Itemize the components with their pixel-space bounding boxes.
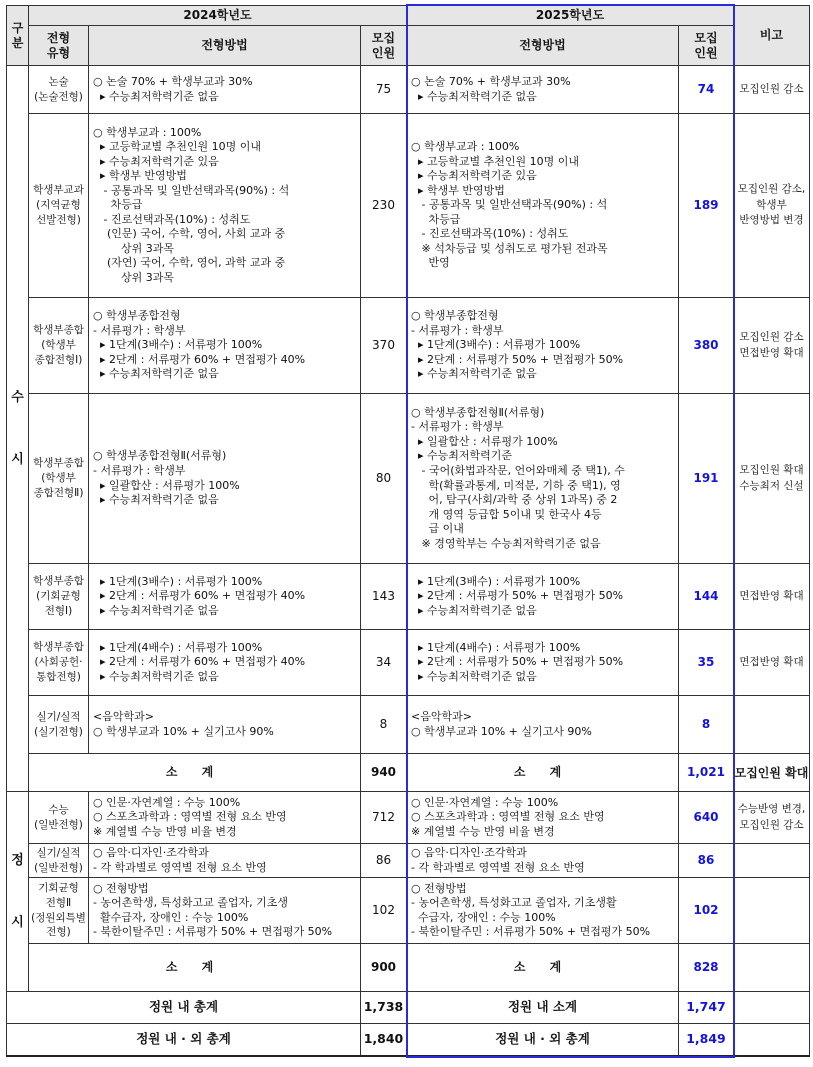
total-2025: 1,747 [679, 992, 734, 1024]
total-label-2024: 정원 내 · 외 총계 [7, 1024, 361, 1056]
quota-2024: 80 [361, 394, 407, 564]
method-line: ▸ 2단계 : 서류평가 50% + 면접평가 50% [411, 352, 624, 366]
admission-comparison-table [6, 5, 810, 1057]
row-note: 모집인원 감소, 학생부 반영방법 변경 [734, 114, 810, 298]
quota-2025: 74 [679, 66, 734, 114]
method-line: ▸ 수능최저학력기준 있음 [411, 169, 537, 183]
method-line: - 진로선택과목(10%) : 성취도 [411, 227, 569, 241]
subtotal-note: 모집인원 확대 [734, 754, 810, 792]
row-note [734, 696, 810, 754]
method-2025 [407, 114, 679, 298]
total-row [7, 1024, 810, 1056]
subtotal-2025: 1,021 [679, 754, 734, 792]
subtotal-2025: 828 [679, 944, 734, 992]
quota-2025: 102 [679, 878, 734, 944]
row-type: 실기/실적 (실기전형) [29, 696, 89, 754]
total-note [734, 992, 810, 1024]
method-line: <음악학과> [93, 709, 154, 723]
row-note: 수능반영 변경, 모집인원 감소 [734, 792, 810, 844]
method-line: <음악학과> [411, 709, 472, 723]
quota-2025: 144 [679, 564, 734, 630]
subtotal-label-2025: 소 계 [407, 754, 679, 792]
header-quota-2025: 모집 인원 [679, 26, 734, 66]
header-method-2024: 전형방법 [89, 26, 361, 66]
method-line: ▸ 학생부 반영방법 [411, 183, 505, 197]
method-2024 [89, 394, 361, 564]
method-line: ▸ 수능최저학력기준 없음 [411, 669, 537, 683]
method-line: ▸ 1단계(3배수) : 서류평가 100% [93, 574, 263, 588]
subtotal-2024: 940 [361, 754, 407, 792]
method-line: - 각 학과별로 영역별 전형 요소 반영 [411, 860, 585, 874]
method-line: ○ 논술 70% + 학생부교과 30% [411, 74, 571, 88]
method-line: ▸ 수능최저학력기준 있음 [93, 154, 219, 168]
quota-2024: 102 [361, 878, 407, 944]
subtotal-note [734, 944, 810, 992]
table-row [7, 844, 810, 878]
method-line: 활수급자, 장애인 : 수능 100% [93, 910, 249, 924]
total-label-2024: 정원 내 총계 [7, 992, 361, 1024]
table-row [7, 114, 810, 298]
quota-2024: 370 [361, 298, 407, 394]
method-line: ▸ 학생부 반영방법 [93, 169, 187, 183]
method-2024 [89, 66, 361, 114]
method-line: - 서류평가 : 학생부 [93, 463, 186, 477]
method-line: 차등급 [411, 212, 461, 226]
quota-2025: 191 [679, 394, 734, 564]
method-line: ○ 전형방법 [411, 881, 467, 895]
method-line: ▸ 수능최저학력기준 없음 [93, 603, 219, 617]
method-line: ※ 경영학부는 수능최저학력기준 없음 [411, 536, 601, 550]
method-line: - 농어촌학생, 특성화고교 졸업자, 기초생활 [411, 896, 617, 910]
quota-2025: 86 [679, 844, 734, 878]
method-line: 상위 3과목 [93, 270, 174, 284]
method-2025 [407, 630, 679, 696]
header-2024: 2024학년도 [29, 6, 407, 26]
subtotal-label-2025: 소 계 [407, 944, 679, 992]
method-line: ▸ 일괄합산 : 서류평가 100% [411, 434, 558, 448]
row-note: 면접반영 확대 [734, 630, 810, 696]
method-line: ▸ 수능최저학력기준 없음 [411, 603, 537, 617]
table-row [7, 66, 810, 114]
method-line: (인문) 국어, 수학, 영어, 사회 교과 중 [93, 227, 286, 241]
total-row [7, 992, 810, 1024]
method-line: - 공통과목 및 일반선택과목(90%) : 석 [93, 183, 290, 197]
method-line: 반영 [411, 256, 450, 270]
method-line: - 국어(화법과작문, 언어와매체 중 택1), 수 [411, 463, 625, 477]
method-line: - 서류평가 : 학생부 [411, 420, 504, 434]
method-2025 [407, 394, 679, 564]
table-row [7, 630, 810, 696]
quota-2024: 143 [361, 564, 407, 630]
table-row [7, 878, 810, 944]
method-line: - 농어촌학생, 특성화고교 졸업자, 기초생 [93, 896, 288, 910]
method-line: ▸ 2단계 : 서류평가 60% + 면접평가 40% [93, 655, 306, 669]
method-2025 [407, 66, 679, 114]
row-type: 실기/실적 (일반전형) [29, 844, 89, 878]
method-2024 [89, 844, 361, 878]
quota-2024: 230 [361, 114, 407, 298]
method-line: - 북한이탈주민 : 서류평가 50% + 면접평가 50% [93, 925, 333, 939]
method-line: ▸ 1단계(4배수) : 서류평가 100% [411, 640, 581, 654]
method-2024 [89, 792, 361, 844]
method-line: ○ 스포츠과학과 : 영역별 전형 요소 반영 [93, 810, 287, 824]
total-note [734, 1024, 810, 1056]
method-line: ▸ 2단계 : 서류평가 50% + 면접평가 50% [411, 655, 624, 669]
method-line: ○ 음악·디자인·조각학과 [93, 846, 209, 859]
quota-2025: 640 [679, 792, 734, 844]
method-line: ○ 음악·디자인·조각학과 [411, 846, 527, 859]
method-line: 상위 3과목 [93, 241, 174, 255]
method-line: ▸ 1단계(3배수) : 서류평가 100% [411, 338, 581, 352]
method-2025 [407, 696, 679, 754]
row-type: 수능 (일반전형) [29, 792, 89, 844]
method-line: - 서류평가 : 학생부 [411, 323, 504, 337]
quota-2025: 380 [679, 298, 734, 394]
table-row [7, 696, 810, 754]
quota-2024: 75 [361, 66, 407, 114]
method-line: ▸ 고등학교별 추천인원 10명 이내 [411, 154, 580, 168]
table-row [7, 792, 810, 844]
method-line: ※ 계열별 수능 반영 비율 변경 [93, 824, 237, 838]
row-type: 학생부종합 (학생부 종합전형Ⅰ) [29, 298, 89, 394]
row-note [734, 844, 810, 878]
row-type: 학생부종합 (사회공헌· 통합전형) [29, 630, 89, 696]
method-line: ▸ 일괄합산 : 서류평가 100% [93, 478, 240, 492]
method-line: ○ 인문·자연계열 : 수능 100% [93, 795, 241, 809]
method-line: 학(확률과통계, 미적분, 기하 중 택1), 영 [411, 478, 621, 492]
header-type: 전형 유형 [29, 26, 89, 66]
method-2024 [89, 114, 361, 298]
method-line: ▸ 고등학교별 추천인원 10명 이내 [93, 140, 262, 154]
method-line: ※ 계열별 수능 반영 비율 변경 [411, 824, 555, 838]
method-2025 [407, 844, 679, 878]
method-line: ○ 스포츠과학과 : 영역별 전형 요소 반영 [411, 810, 605, 824]
total-label-2025: 정원 내 소계 [407, 992, 679, 1024]
header-method-2025: 전형방법 [407, 26, 679, 66]
table-row [7, 394, 810, 564]
method-line: ▸ 1단계(3배수) : 서류평가 100% [411, 574, 581, 588]
method-line: (자연) 국어, 수학, 영어, 과학 교과 중 [93, 256, 286, 270]
quota-2025: 189 [679, 114, 734, 298]
header-bigo: 비고 [734, 6, 810, 66]
method-line: ▸ 1단계(3배수) : 서류평가 100% [93, 338, 263, 352]
method-line: ○ 학생부종합전형 [411, 309, 499, 323]
method-line: ▸ 수능최저학력기준 없음 [93, 367, 219, 381]
quota-2024: 8 [361, 696, 407, 754]
total-label-2025: 정원 내 · 외 총계 [407, 1024, 679, 1056]
method-line: ○ 학생부교과 10% + 실기고사 90% [411, 724, 592, 738]
row-type: 학생부종합 (학생부 종합전형Ⅱ) [29, 394, 89, 564]
method-line: 개 영역 등급합 5이내 및 한국사 4등 [411, 507, 602, 521]
row-type: 논술 (논술전형) [29, 66, 89, 114]
row-note: 모집인원 확대 수능최저 신설 [734, 394, 810, 564]
method-line: ▸ 2단계 : 서류평가 60% + 면접평가 40% [93, 352, 306, 366]
row-note: 면접반영 확대 [734, 564, 810, 630]
method-2024 [89, 564, 361, 630]
quota-2024: 34 [361, 630, 407, 696]
row-note: 모집인원 감소 [734, 66, 810, 114]
method-line: ○ 학생부교과 10% + 실기고사 90% [93, 724, 274, 738]
header-quota-2024: 모집 인원 [361, 26, 407, 66]
method-line: - 북한이탈주민 : 서류평가 50% + 면접평가 50% [411, 925, 651, 939]
method-line: ○ 학생부교과 : 100% [93, 125, 202, 139]
method-line: ▸ 수능최저학력기준 없음 [93, 669, 219, 683]
subtotal-2024: 900 [361, 944, 407, 992]
method-line: ▸ 수능최저학력기준 없음 [93, 493, 219, 507]
quota-2024: 712 [361, 792, 407, 844]
row-note: 모집인원 감소 면접반영 확대 [734, 298, 810, 394]
section-susi: 수 시 [7, 66, 29, 792]
method-2024 [89, 878, 361, 944]
quota-2025: 8 [679, 696, 734, 754]
method-line: ▸ 수능최저학력기준 없음 [411, 89, 537, 103]
total-2025: 1,849 [679, 1024, 734, 1056]
method-2025 [407, 564, 679, 630]
method-line: ○ 인문·자연계열 : 수능 100% [411, 795, 559, 809]
row-type: 학생부교과 (지역균형 선발전형) [29, 114, 89, 298]
method-line: ▸ 2단계 : 서류평가 60% + 면접평가 40% [93, 589, 306, 603]
row-type: 기회균형 전형Ⅱ (정원외특별 전형) [29, 878, 89, 944]
method-line: 급 이내 [411, 522, 464, 536]
subtotal-row [7, 944, 810, 992]
method-2025 [407, 878, 679, 944]
method-line: ○ 학생부교과 : 100% [411, 140, 520, 154]
method-line: 차등급 [93, 198, 143, 212]
method-line: - 공통과목 및 일반선택과목(90%) : 석 [411, 198, 608, 212]
method-line: ○ 논술 70% + 학생부교과 30% [93, 74, 253, 88]
method-2024 [89, 630, 361, 696]
method-line: 수급자, 장애인 : 수능 100% [411, 910, 556, 924]
total-2024: 1,738 [361, 992, 407, 1024]
row-type: 학생부종합 (기회균형 전형Ⅰ) [29, 564, 89, 630]
method-line: ○ 전형방법 [93, 881, 149, 895]
method-2024 [89, 298, 361, 394]
method-2025 [407, 298, 679, 394]
method-line: ○ 학생부종합전형Ⅱ(서류형) [411, 405, 545, 419]
method-line: ▸ 수능최저학력기준 없음 [93, 89, 219, 103]
table-row [7, 298, 810, 394]
quota-2025: 35 [679, 630, 734, 696]
method-line: - 서류평가 : 학생부 [93, 323, 186, 337]
header-2025: 2025학년도 [407, 6, 734, 26]
method-line: - 각 학과별로 영역별 전형 요소 반영 [93, 860, 267, 874]
method-line: ▸ 수능최저학력기준 [411, 449, 513, 463]
method-line: 어, 탐구(사회/과학 중 상위 1과목) 중 2 [411, 493, 618, 507]
method-line: ※ 석차등급 및 성취도로 평가된 전과목 [411, 241, 608, 255]
subtotal-label-2024: 소 계 [29, 944, 361, 992]
method-line: ○ 학생부종합전형Ⅱ(서류형) [93, 449, 227, 463]
quota-2024: 86 [361, 844, 407, 878]
method-line: ○ 학생부종합전형 [93, 309, 181, 323]
method-line: - 진로선택과목(10%) : 성취도 [93, 212, 251, 226]
method-line: ▸ 수능최저학력기준 없음 [411, 367, 537, 381]
method-line: ▸ 2단계 : 서류평가 50% + 면접평가 50% [411, 589, 624, 603]
method-2025 [407, 792, 679, 844]
method-2024 [89, 696, 361, 754]
total-2024: 1,840 [361, 1024, 407, 1056]
subtotal-row [7, 754, 810, 792]
header-gubun: 구 분 [7, 6, 29, 66]
table-row [7, 564, 810, 630]
method-line: ▸ 1단계(4배수) : 서류평가 100% [93, 640, 263, 654]
subtotal-label-2024: 소 계 [29, 754, 361, 792]
row-note [734, 878, 810, 944]
section-jeongsi: 정 시 [7, 792, 29, 992]
